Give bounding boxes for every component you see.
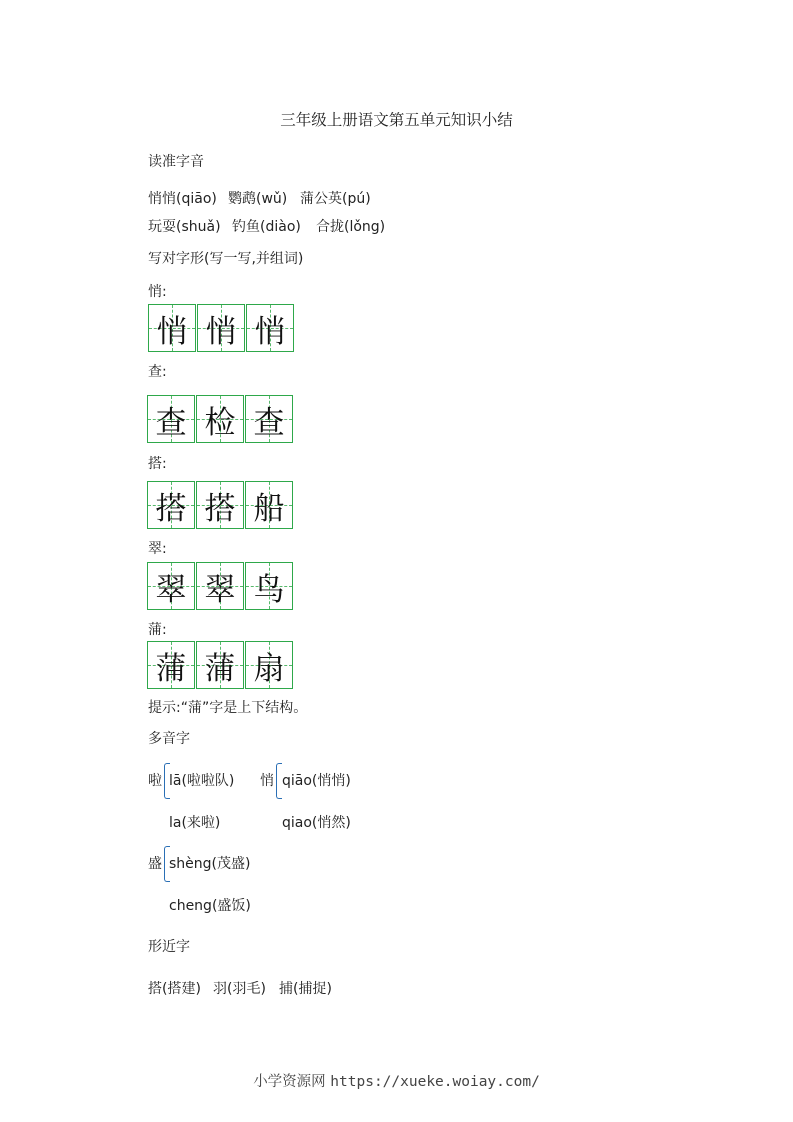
writing-grid [147, 641, 294, 689]
pinyin-item: 蒲公英(pú) [300, 191, 371, 207]
grid-cell: 查 [245, 395, 293, 443]
similar-char-item: 搭(搭建) [148, 981, 201, 997]
grid-cell: 翠 [196, 562, 244, 610]
char-label: 查: [148, 364, 167, 380]
char-label: 蒲: [148, 622, 167, 638]
polyphonic-reading: qiao(悄然) [282, 815, 351, 831]
footer-site-name: 小学资源网 [253, 1074, 326, 1090]
similar-char-item: 羽(羽毛) [213, 981, 266, 997]
writing-grid [147, 562, 294, 610]
grid-cell: 悄 [197, 304, 245, 352]
section-heading-similar: 形近字 [148, 939, 190, 955]
polyphonic-reading: cheng(盛饭) [169, 898, 251, 914]
grid-cell: 蒲 [147, 641, 195, 689]
polyphonic-reading: lā(啦啦队) [169, 773, 235, 789]
polyphonic-reading: qiāo(悄悄) [282, 773, 351, 789]
writing-grid [147, 395, 294, 443]
section-heading-polyphonic: 多音字 [148, 731, 190, 747]
section-heading-write: 写对字形(写一写,并组词) [148, 251, 304, 267]
grid-cell: 悄 [148, 304, 196, 352]
polyphonic-char: 盛 [148, 856, 162, 872]
pinyin-item: 悄悄(qiāo) [148, 191, 217, 207]
page-title: 三年级上册语文第五单元知识小结 [280, 111, 513, 129]
similar-char-item: 捕(捕捉) [279, 981, 332, 997]
char-label: 悄: [148, 284, 167, 300]
grid-cell: 蒲 [196, 641, 244, 689]
footer [0, 1070, 793, 1091]
writing-grid [148, 304, 295, 352]
grid-cell: 扇 [245, 641, 293, 689]
char-label: 翠: [148, 541, 167, 557]
grid-cell: 船 [245, 481, 293, 529]
grid-cell: 翠 [147, 562, 195, 610]
pinyin-item: 合拢(lǒng) [316, 219, 386, 235]
grid-cell: 搭 [147, 481, 195, 529]
grid-cell: 检 [196, 395, 244, 443]
pinyin-item: 钓鱼(diào) [232, 219, 301, 235]
structure-hint: 提示:“蒲”字是上下结构。 [148, 700, 308, 716]
polyphonic-reading: la(来啦) [169, 815, 221, 831]
grid-cell: 悄 [246, 304, 294, 352]
polyphonic-char: 悄 [260, 773, 274, 789]
pinyin-item: 玩耍(shuǎ) [148, 219, 221, 235]
grid-cell: 鸟 [245, 562, 293, 610]
section-heading-read: 读准字音 [148, 154, 204, 170]
footer-url-link[interactable]: https://xueke.woiay.com/ [330, 1074, 540, 1090]
char-label: 搭: [148, 456, 167, 472]
grid-cell: 查 [147, 395, 195, 443]
pinyin-item: 鹦鹉(wǔ) [228, 191, 288, 207]
writing-grid [147, 481, 294, 529]
polyphonic-char: 啦 [148, 773, 162, 789]
grid-cell: 搭 [196, 481, 244, 529]
polyphonic-reading: shèng(茂盛) [169, 856, 251, 872]
